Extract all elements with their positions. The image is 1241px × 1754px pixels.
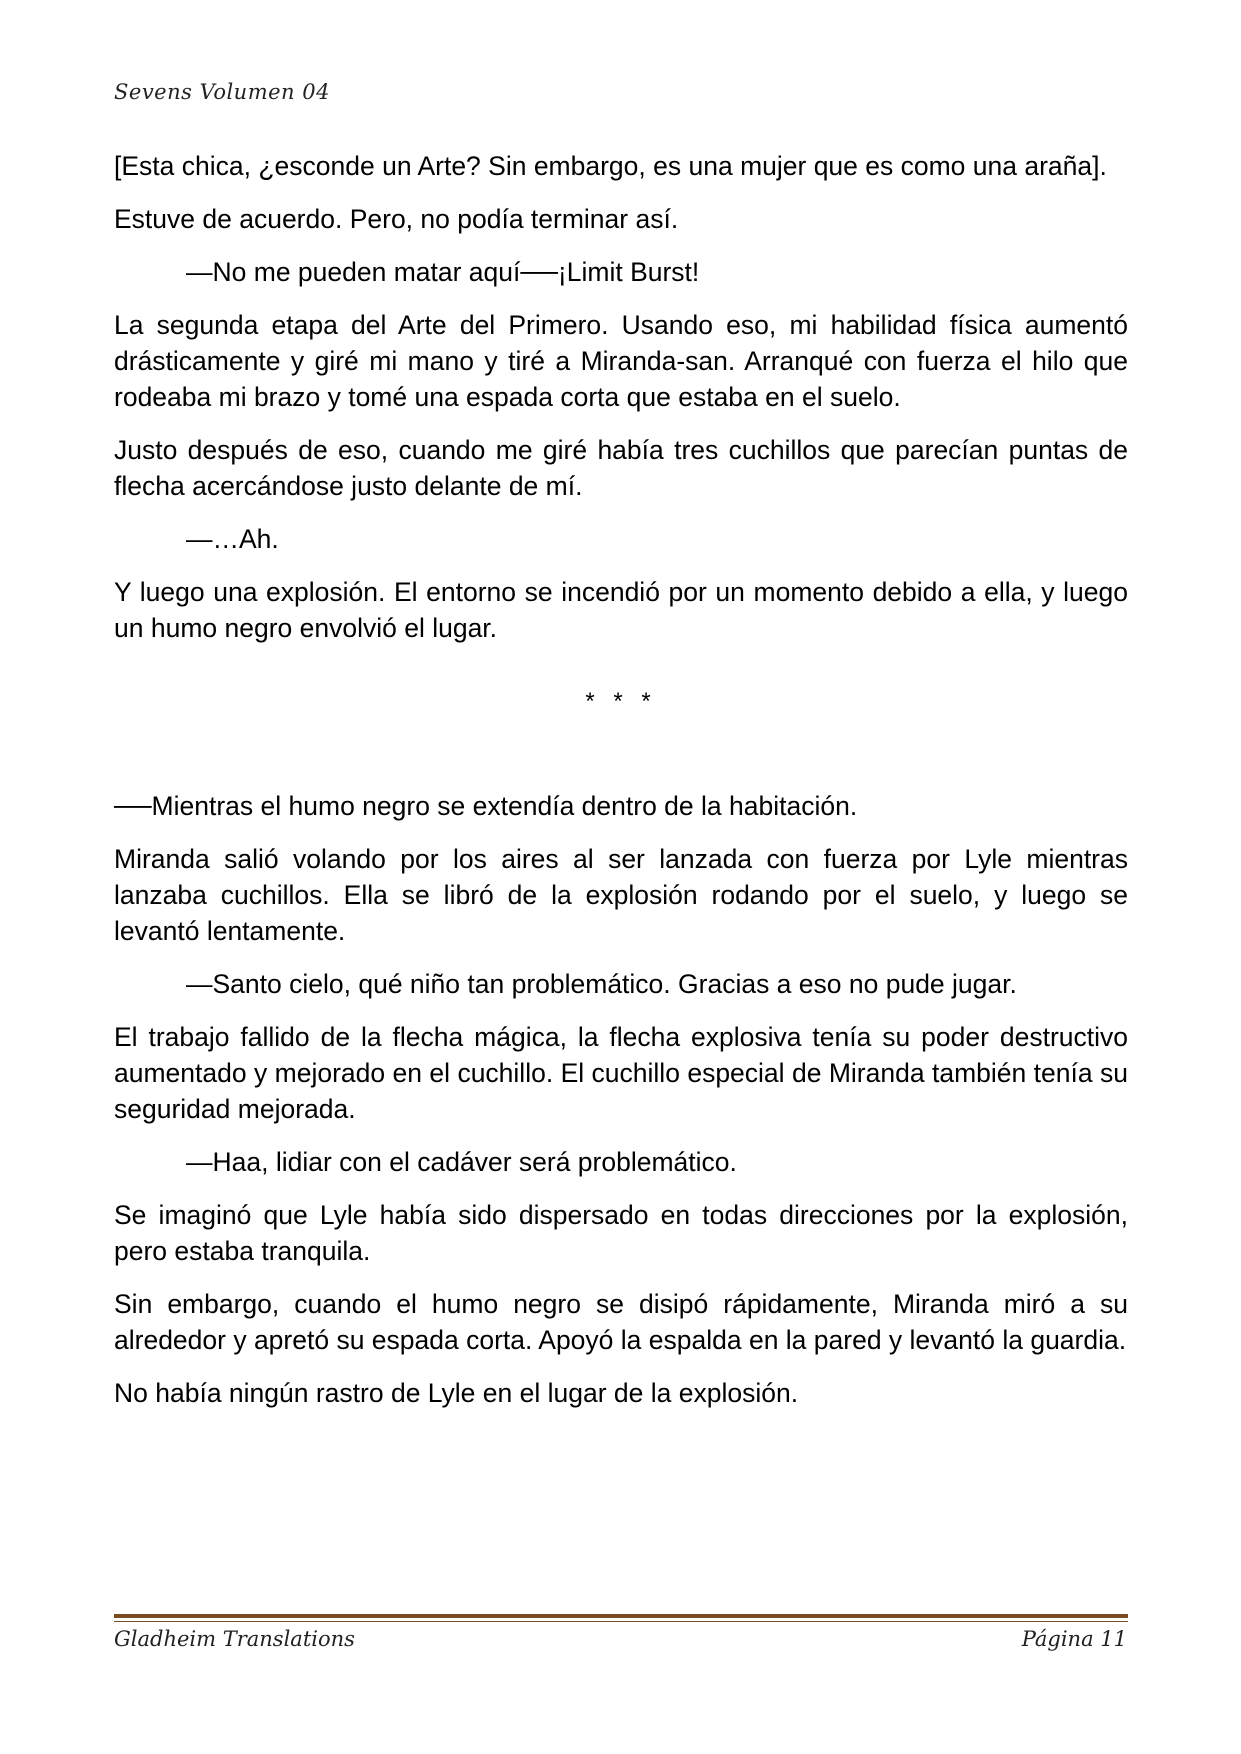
paragraph: Y luego una explosión. El entorno se incendió por un momento debido a ella, y luego un humo negro envolvió el lugar. [114,577,1128,643]
dialogue-line: —Santo cielo, qué niño tan problemático. Gracias a eso no pude jugar. [186,969,1017,999]
body-text [114,148,1128,1428]
paragraph: Se imaginó que Lyle había sido dispersado en todas direcciones por la explosión, pero estaba tranquila. [114,1200,1128,1266]
paragraph: Justo después de eso, cuando me giré había tres cuchillos que parecían puntas de flecha acercándose justo delante de mí. [114,435,1128,501]
paragraph: Sin embargo, cuando el humo negro se disipó rápidamente, Miranda miró a su alrededor y apretó su espada corta. Apoyó la espalda en la pared y levantó la guardia. [114,1289,1128,1355]
paragraph: ──Mientras el humo negro se extendía dentro de la habitación. [114,791,858,821]
page-number: Página 11 [1021,1627,1127,1651]
paragraph: La segunda etapa del Arte del Primero. Usando eso, mi habilidad física aumentó drásticamente y giré mi mano y tiré a Miranda-san. Arranqué con fuerza el hilo que rodeaba mi brazo y tomé una espada corta que estaba en el suelo. [114,310,1128,412]
scene-break: * * * [585,688,657,715]
paragraph: Miranda salió volando por los aires al ser lanzada con fuerza por Lyle mientras lanzaba cuchillos. Ella se libró de la explosión rodando por el suelo, y luego se levantó lentamente. [114,844,1128,946]
dialogue-line: —No me pueden matar aquí──¡Limit Burst! [186,257,700,287]
paragraph: No había ningún rastro de Lyle en el lugar de la explosión. [114,1378,799,1408]
footer-rule-thin [114,1621,1128,1622]
footer-rule [114,1614,1128,1618]
dialogue-line: —…Ah. [186,524,279,554]
footer-credit: Gladheim Translations [114,1627,355,1651]
paragraph: El trabajo fallido de la flecha mágica, la flecha explosiva tenía su poder destructivo aumentado y mejorado en el cuchillo. El cuchillo especial de Miranda también tenía su seguridad mejorada. [114,1022,1128,1124]
dialogue-line: —Haa, lidiar con el cadáver será problemático. [186,1147,737,1177]
paragraph: [Esta chica, ¿esconde un Arte? Sin embargo, es una mujer que es como una araña]. [114,151,1107,181]
running-header: Sevens Volumen 04 [114,80,330,104]
paragraph: Estuve de acuerdo. Pero, no podía terminar así. [114,204,679,234]
